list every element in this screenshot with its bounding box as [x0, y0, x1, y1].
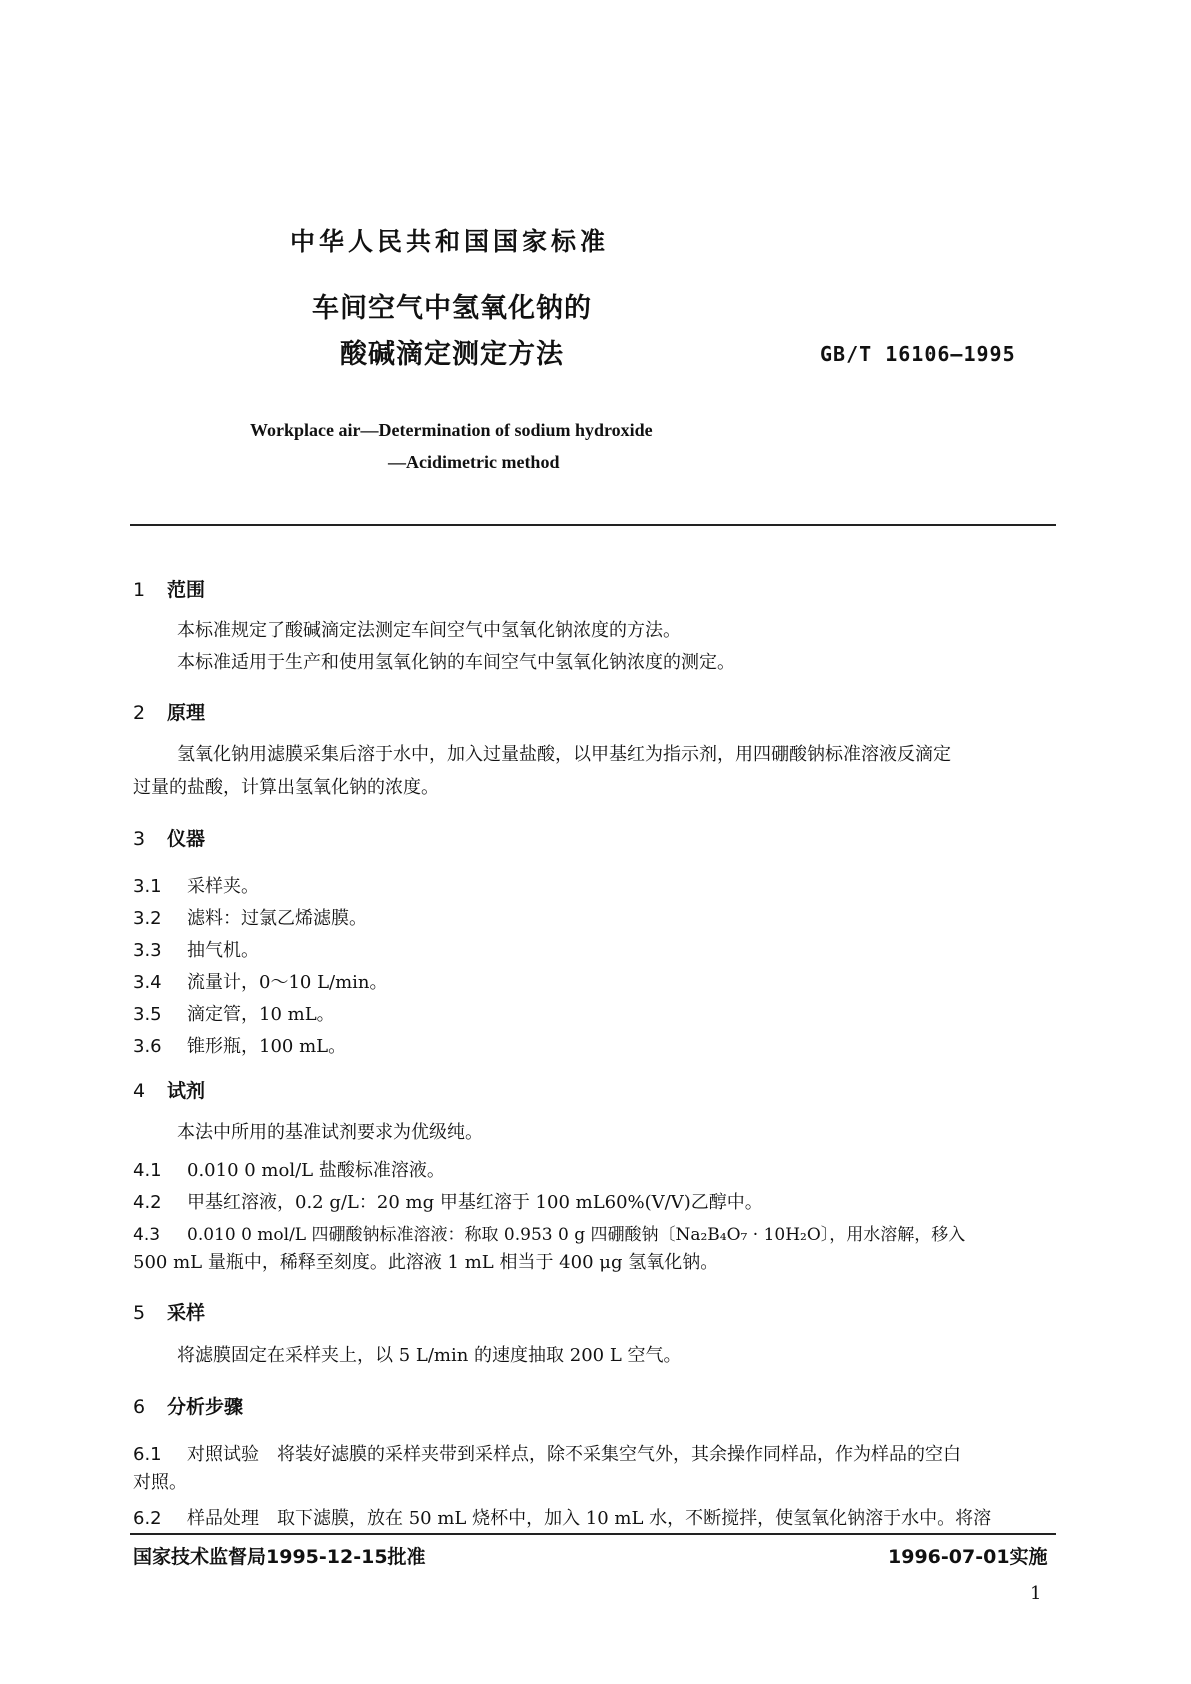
item-text: 样品处理 取下滤膜，放在 50 mL 烧杯中，加入 10 mL 水，不断搅拌，使氢氧化钠溶于水中。将溶 — [187, 1508, 992, 1529]
section-number: 6 — [133, 1396, 146, 1418]
section-3-heading — [133, 824, 205, 851]
item-number: 3.2 — [133, 908, 162, 929]
list-item — [133, 968, 388, 994]
item-number: 3.1 — [133, 876, 162, 897]
paragraph: 本标准适用于生产和使用氢氧化钠的车间空气中氢氧化钠浓度的测定。 — [177, 652, 735, 673]
item-text: 0.010 0 mol/L 四硼酸钠标准溶液：称取 0.953 0 g 四硼酸钠〔Na₂B₄O₇ · 10H₂O〕，用水溶解，移入 — [187, 1225, 966, 1245]
list-item — [133, 1156, 445, 1182]
section-1-heading — [133, 575, 205, 602]
section-2-heading — [133, 698, 205, 725]
item-text: 流量计，0～10 L/min。 — [187, 972, 388, 993]
standard-header-title: 中华人民共和国国家标准 — [290, 227, 610, 256]
en-title-line2: —Acidimetric method — [388, 452, 560, 472]
implementation-date: 1996-07-01实施 — [888, 1546, 1048, 1568]
list-item — [133, 1220, 965, 1245]
paragraph: 将滤膜固定在采样夹上，以 5 L/min 的速度抽取 200 L 空气。 — [177, 1345, 682, 1366]
paragraph: 对照。 — [133, 1472, 187, 1493]
item-number: 6.2 — [133, 1508, 162, 1529]
paragraph: 本标准规定了酸碱滴定法测定车间空气中氢氧化钠浓度的方法。 — [177, 620, 681, 641]
list-item — [133, 936, 259, 962]
section-title: 试剂 — [167, 1080, 206, 1102]
list-item — [133, 1032, 346, 1058]
approval-date: 国家技术监督局1995-12-15批准 — [133, 1546, 426, 1568]
en-title-line1: Workplace air—Determination of sodium hydroxide — [250, 420, 653, 440]
footer-divider — [130, 1533, 1056, 1535]
item-text: 对照试验 将装好滤膜的采样夹带到采样点，除不采集空气外，其余操作同样品，作为样品的空白 — [187, 1444, 961, 1465]
section-6-heading — [133, 1392, 243, 1419]
list-item — [133, 904, 367, 930]
section-number: 5 — [133, 1302, 146, 1324]
section-title: 分析步骤 — [167, 1396, 244, 1418]
section-title: 仪器 — [167, 828, 206, 850]
list-item — [133, 1504, 991, 1530]
section-title: 采样 — [167, 1302, 206, 1324]
item-number: 3.3 — [133, 940, 162, 961]
header-divider — [130, 524, 1056, 526]
item-text: 滴定管，10 mL。 — [187, 1004, 335, 1025]
item-number: 6.1 — [133, 1444, 162, 1465]
item-text: 滤料：过氯乙烯滤膜。 — [187, 908, 367, 929]
cn-title-line1: 车间空气中氢氧化钠的 — [312, 293, 592, 324]
item-text: 采样夹。 — [187, 876, 259, 897]
section-number: 1 — [133, 579, 146, 601]
paragraph: 本法中所用的基准试剂要求为优级纯。 — [177, 1122, 483, 1143]
paragraph: 500 mL 量瓶中，稀释至刻度。此溶液 1 mL 相当于 400 μg 氢氧化钠。 — [133, 1252, 719, 1273]
section-5-heading — [133, 1298, 205, 1325]
list-item — [133, 872, 259, 898]
item-number: 4.2 — [133, 1192, 162, 1213]
item-number: 3.5 — [133, 1004, 162, 1025]
item-text: 0.010 0 mol/L 盐酸标准溶液。 — [187, 1160, 445, 1181]
page-number: 1 — [1030, 1583, 1042, 1604]
item-number: 4.1 — [133, 1160, 162, 1181]
item-text: 抽气机。 — [187, 940, 259, 961]
section-title: 原理 — [167, 702, 206, 724]
item-number: 4.3 — [133, 1225, 161, 1245]
standard-number: GB/T 16106—1995 — [820, 342, 1016, 366]
section-number: 4 — [133, 1080, 146, 1102]
section-4-heading — [133, 1076, 205, 1103]
section-title: 范围 — [167, 579, 206, 601]
section-number: 3 — [133, 828, 146, 850]
paragraph: 过量的盐酸，计算出氢氧化钠的浓度。 — [133, 777, 439, 798]
paragraph: 氢氧化钠用滤膜采集后溶于水中，加入过量盐酸，以甲基红为指示剂，用四硼酸钠标准溶液反滴定 — [177, 744, 951, 765]
section-number: 2 — [133, 702, 146, 724]
cn-title-line2: 酸碱滴定测定方法 — [340, 339, 564, 370]
item-number: 3.4 — [133, 972, 162, 993]
list-item — [133, 1440, 961, 1466]
list-item — [133, 1000, 335, 1026]
list-item — [133, 1188, 763, 1214]
item-text: 甲基红溶液，0.2 g/L：20 mg 甲基红溶于 100 mL60%(V/V)乙醇中。 — [187, 1192, 763, 1213]
item-number: 3.6 — [133, 1036, 162, 1057]
item-text: 锥形瓶，100 mL。 — [187, 1036, 347, 1057]
